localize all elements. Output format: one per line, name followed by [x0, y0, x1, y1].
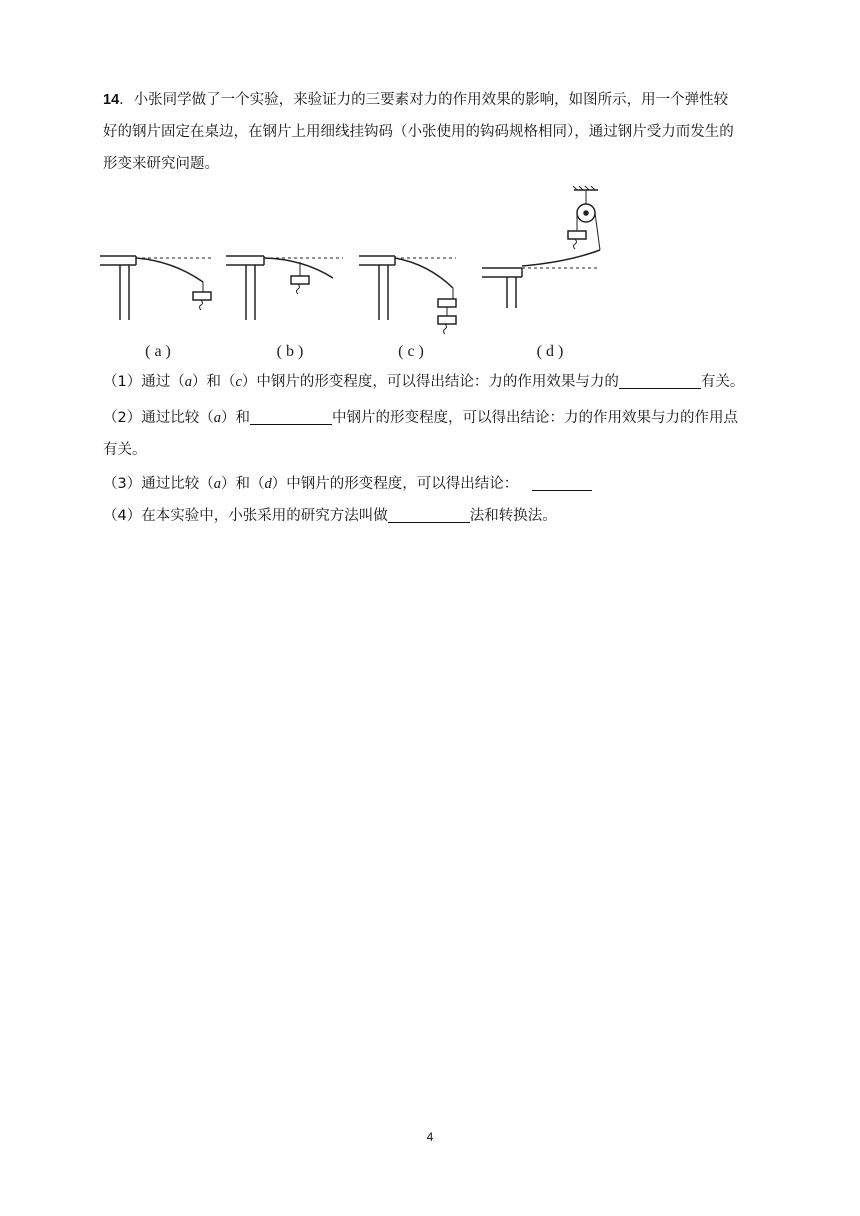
answer-blank[interactable]	[619, 370, 701, 389]
subq-number: （3）	[103, 476, 142, 492]
panel-b	[226, 256, 343, 320]
answer-blank[interactable]	[388, 504, 470, 523]
question-number: 14	[103, 92, 120, 108]
caption-c: ( c )	[398, 343, 424, 360]
caption-a: ( a )	[145, 343, 171, 360]
panel-d	[482, 186, 600, 308]
figure-ref: a	[213, 410, 221, 426]
subquestion-3	[103, 468, 783, 500]
subq-text: 在本实验中，小张采用的研究方法叫做	[141, 508, 388, 524]
stem-line-3: 形变来研究问题。	[103, 156, 219, 172]
figure-ref: c	[235, 374, 242, 390]
subq-text: 有关。	[700, 374, 745, 390]
subq-text: 通过（	[141, 374, 185, 390]
panel-c	[359, 256, 456, 334]
subq-number: （2）	[103, 410, 142, 426]
subquestion-2	[103, 402, 763, 466]
question-stem	[103, 84, 763, 180]
panel-a	[100, 256, 214, 320]
experiment-figure	[98, 186, 618, 364]
subq-number: （4）	[103, 508, 142, 524]
figure-ref: a	[184, 374, 192, 390]
stem-line-1: ．小张同学做了一个实验，来验证力的三要素对力的作用效果的影响，如图所示，用一个弹性较	[119, 92, 729, 108]
subq-number: （1）	[103, 374, 142, 390]
subq-text: ）和（	[220, 476, 265, 492]
figure-ref: d	[264, 476, 272, 492]
answer-blank[interactable]	[532, 472, 592, 491]
subq-text: ）和（	[191, 374, 236, 390]
answer-blank[interactable]	[250, 406, 332, 425]
page-number: 4	[426, 1130, 434, 1144]
stem-line-2: 好的钢片固定在桌边，在钢片上用细线挂钩码（小张使用的钩码规格相同），通过钢片受力而发生的	[103, 124, 734, 140]
subq-text: 通过比较（	[141, 410, 214, 426]
subq-text: 法和转换法。	[469, 508, 557, 524]
figure-ref: a	[213, 476, 221, 492]
subq-text: ）中钢片的形变程度，可以得出结论：力的作用效果与力的	[241, 374, 619, 390]
subq-text: 通过比较（	[141, 476, 214, 492]
subquestion-1	[103, 366, 783, 398]
caption-b: ( b )	[276, 343, 304, 360]
caption-d: ( d )	[536, 343, 564, 360]
subq-text: ）和	[220, 410, 250, 426]
subquestion-4	[103, 500, 783, 532]
subq-text: 有关。	[103, 442, 147, 458]
subq-text: ）中钢片的形变程度，可以得出结论：	[271, 476, 519, 492]
subq-text: 中钢片的形变程度，可以得出结论：力的作用效果与力的作用点	[331, 410, 738, 426]
